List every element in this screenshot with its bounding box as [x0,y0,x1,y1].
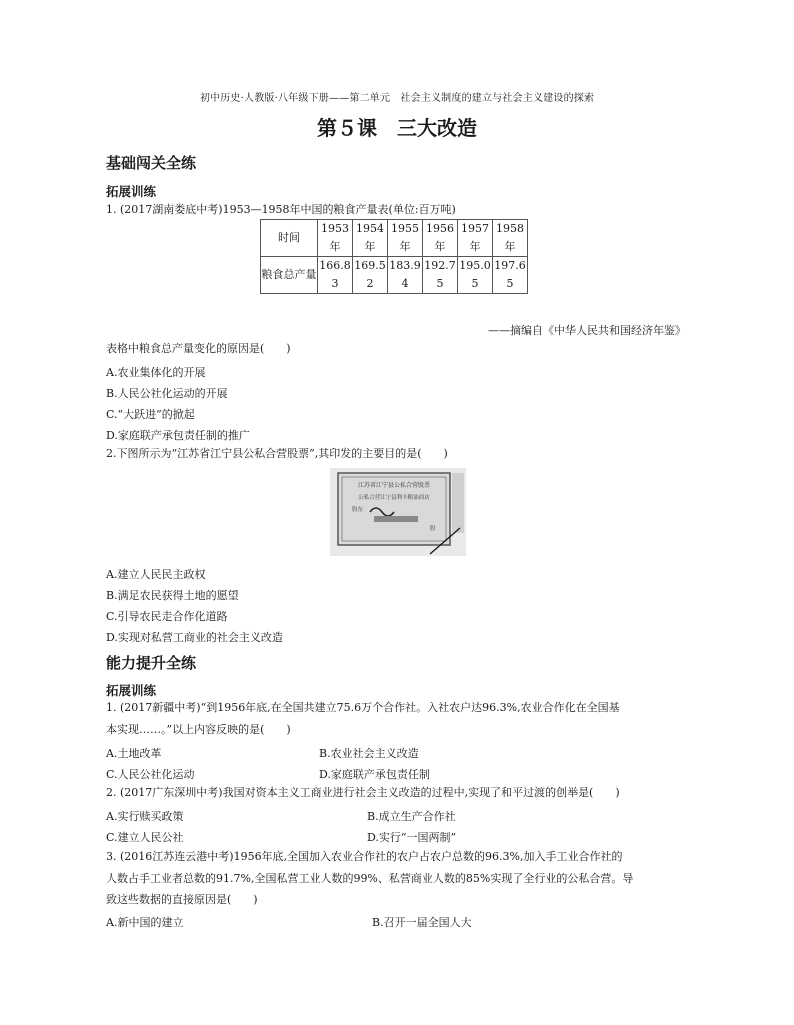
subheading-extension-2: 拓展训练 [106,683,157,698]
s2q3-option-b[interactable]: B.召开一届全国人大 [372,916,472,929]
s2q2-option-b[interactable]: B.成立生产合作社 [367,810,456,823]
question-1-stem: 1. (2017湖南娄底中考)1953—1958年中国的粮食产量表(单位:百万吨) [106,203,456,216]
table-cell-value: 183.94 [388,257,423,294]
table-cell-value: 195.05 [458,257,493,294]
s2q2-option-a[interactable]: A.实行赎买政策 [106,810,184,823]
s2q1-option-c[interactable]: C.人民公社化运动 [106,768,195,781]
s2q1-option-d[interactable]: D.家庭联产承包责任制 [319,768,430,781]
s2-question-3-line2: 人数占手工业者总数的91.7%,全国私营工业人数的99%、私营商业人数的85%实现了全行业的公私合营。导 [106,872,634,885]
s2-question-1-line1: 1. (2017新疆中考)“到1956年底,在全国共建立75.6万个合作社。入社农户达96.3%,农业合作化在全国基 [106,701,620,714]
table-cell-value: 197.65 [493,257,528,294]
stock-certificate-photo [330,468,466,556]
s2q2-option-d[interactable]: D.实行“一国两制” [367,831,457,844]
stamp-mark [374,516,418,522]
s2q1-option-a[interactable]: A.土地改革 [106,747,162,760]
stock-certificate-illustration [330,468,466,556]
q1-option-c[interactable]: C.“大跃进”的掀起 [106,408,195,421]
certificate-edge [452,473,464,533]
q2-option-d[interactable]: D.实现对私营工商业的社会主义改造 [106,631,283,644]
table-cell-year: 1957年 [458,220,493,257]
q1-option-b[interactable]: B.人民公社化运动的开展 [106,387,228,400]
table-source-citation: ——摘编自《中华人民共和国经济年鉴》 [488,324,686,337]
section-heading-advanced: 能力提升全练 [106,654,197,672]
q2-option-c[interactable]: C.引导农民走合作化道路 [106,610,228,623]
question-2-stem: 2.下图所示为“江苏省江宁县公私合营股票”,其印发的主要目的是( ) [106,447,448,460]
table-cell-year: 1958年 [493,220,528,257]
s2-question-3-line1: 3. (2016江苏连云港中考)1956年底,全国加入农业合作社的农户占农户总数的96.3%,加入手工业合作社的 [106,850,623,863]
q2-option-a[interactable]: A.建立人民民主政权 [106,568,206,581]
lesson-title: 第５课 三大改造 [317,116,477,140]
section-heading-basic: 基础闯关全练 [106,154,197,172]
subheading-extension-1: 拓展训练 [106,184,157,199]
table-cell-year: 1954年 [353,220,388,257]
q1-option-d[interactable]: D.家庭联产承包责任制的推广 [106,429,250,442]
s2q1-option-b[interactable]: B.农业社会主义改造 [319,747,419,760]
certificate-company: 公私合营江宁县利丰粮油商店 [358,495,430,501]
q2-option-b[interactable]: B.满足农民获得土地的愿望 [106,589,239,602]
certificate-holder-label: 股东 [352,507,364,513]
certificate-share-label: 股 [430,526,436,532]
table-cell-year: 1953年 [318,220,353,257]
table-header-output: 粮食总产量 [261,257,318,294]
table-cell-value: 169.52 [353,257,388,294]
s2q2-option-c[interactable]: C.建立人民公社 [106,831,184,844]
s2q3-option-a[interactable]: A.新中国的建立 [106,916,184,929]
q1-option-a[interactable]: A.农业集体化的开展 [106,366,206,379]
table-cell-year: 1956年 [423,220,458,257]
table-cell-value: 166.83 [318,257,353,294]
s2-question-2-stem: 2. (2017广东深圳中考)我国对资本主义工商业进行社会主义改造的过程中,实现了和平过渡的创举是( ) [106,786,620,799]
table-header-time: 时间 [261,220,318,257]
table-cell-value: 192.75 [423,257,458,294]
page-header: 初中历史·人教版·八年级下册——第二单元 社会主义制度的建立与社会主义建设的探索 [199,93,595,104]
question-1-prompt: 表格中粮食总产量变化的原因是( ) [106,342,291,355]
grain-output-table [260,219,528,294]
certificate-title: 江苏省江宁县公私合营股票 [357,482,431,489]
table-cell-year: 1955年 [388,220,423,257]
s2-question-1-line2: 本实现……。”以上内容反映的是( ) [106,723,291,736]
s2-question-3-line3: 致这些数据的直接原因是( ) [106,893,258,906]
